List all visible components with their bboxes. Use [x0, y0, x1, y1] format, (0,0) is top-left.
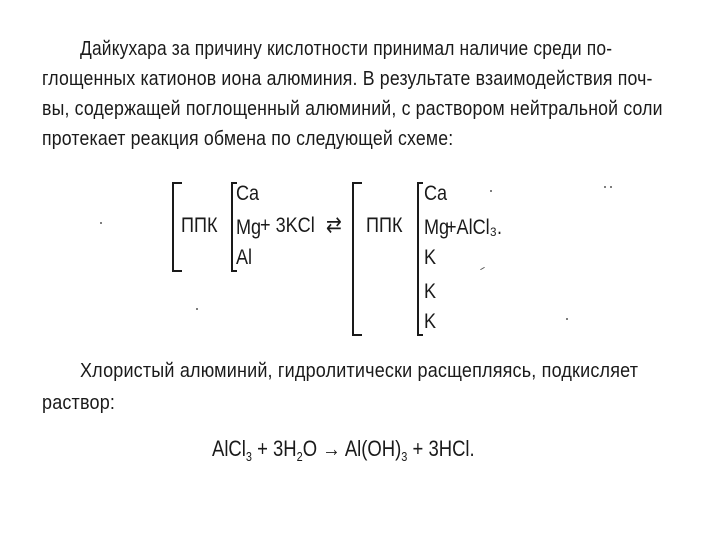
- left-cation-al: Al: [236, 246, 253, 269]
- eq-sub-3a: 3: [245, 449, 252, 464]
- paragraph1-line1: Дайкухара за причину кислотности принимал наличие среди по-: [80, 38, 613, 60]
- right-outer-bracket: [352, 182, 362, 336]
- hydrolysis-equation: [212, 436, 475, 464]
- right-cation-k1: K: [424, 246, 437, 269]
- left-cation-mg: Mg: [236, 216, 262, 239]
- paragraph1-line3: вы, содержащей поглощенный алюминий, с раствором нейтральной соли: [42, 98, 663, 120]
- reagent-kcl: + 3KCl: [260, 214, 315, 237]
- scan-speck: [100, 222, 102, 224]
- right-cation-ca: Ca: [424, 182, 448, 205]
- eq-sub-3b: 3: [401, 449, 408, 464]
- left-complex-label: ППК: [181, 214, 218, 237]
- scan-speck: [610, 186, 612, 188]
- eq-part4: + 3HCl.: [407, 436, 475, 461]
- equilibrium-arrow: ⇄: [326, 212, 342, 237]
- scan-speck: [490, 190, 492, 192]
- paragraph1-line4: протекает реакция обмена по следующей схеме:: [42, 128, 454, 150]
- eq-sub-2: 2: [296, 449, 303, 464]
- scan-speck: [566, 318, 568, 320]
- paragraph2-line2: раствор:: [42, 392, 116, 414]
- paragraph2-line1: Хлористый алюминий, гидролитически расщепляясь, подкисляет: [80, 360, 639, 382]
- right-inner-bracket: [417, 182, 423, 336]
- eq-alcl: AlCl: [212, 436, 246, 461]
- product-alcl3: +AlCl₃.: [446, 216, 503, 239]
- eq-part3: O → Al(OH): [302, 436, 402, 461]
- paragraph1-line2: глощенных катионов иона алюминия. В результате взаимодействия поч-: [42, 68, 653, 90]
- eq-part2: + 3H: [251, 436, 297, 461]
- scan-speck: [604, 186, 606, 188]
- right-complex-label: ППК: [366, 214, 403, 237]
- right-cation-mg: Mg: [424, 216, 450, 239]
- right-cation-k3: K: [424, 310, 437, 333]
- scan-speck: [480, 267, 485, 270]
- scan-speck: [196, 308, 198, 310]
- left-cation-ca: Ca: [236, 182, 260, 205]
- right-cation-k2: K: [424, 280, 437, 303]
